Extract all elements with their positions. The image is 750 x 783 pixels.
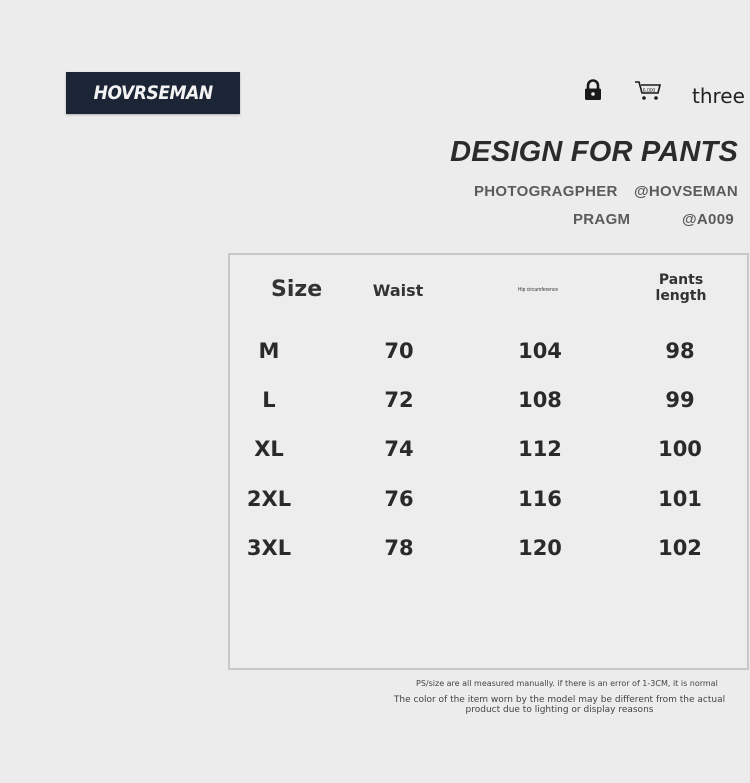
- cell-waist: 76: [384, 487, 414, 511]
- cell-length: 101: [658, 487, 702, 511]
- photographer-value: @HOVSEMAN: [634, 183, 739, 200]
- cell-waist: 70: [384, 339, 414, 363]
- page-title: DESIGN FOR PANTS: [450, 136, 738, 168]
- pragm-label: PRAGM: [573, 211, 631, 228]
- table-row: [230, 487, 747, 517]
- cell-length: 102: [658, 536, 702, 560]
- measure-note: PS/size are all measured manually. if there is an error of 1-3CM, it is normal: [416, 679, 718, 688]
- cell-hip: 108: [518, 388, 562, 412]
- cart-label: 16,000: [640, 88, 656, 94]
- table-row: [230, 536, 747, 566]
- cell-waist: 74: [384, 437, 414, 461]
- table-row: [230, 437, 747, 467]
- cell-hip: 120: [518, 536, 562, 560]
- cell-waist: 78: [384, 536, 414, 560]
- cell-hip: 104: [518, 339, 562, 363]
- pragm-value: @A009: [682, 211, 734, 228]
- header-length: Pants length: [655, 272, 707, 304]
- cell-length: 99: [665, 388, 695, 412]
- cell-size: 2XL: [246, 487, 292, 511]
- cell-size: XL: [254, 437, 284, 461]
- cell-size: 3XL: [246, 536, 292, 560]
- header-size: Size: [271, 277, 323, 302]
- cell-length: 100: [658, 437, 702, 461]
- brand-logo[interactable]: [66, 72, 240, 114]
- cell-size: L: [262, 388, 276, 412]
- three-label[interactable]: three: [692, 84, 745, 108]
- photographer-label: PHOTOGRAGPHER: [474, 183, 618, 200]
- cell-waist: 72: [384, 388, 414, 412]
- brand-logo-text: HOVRSEMAN: [93, 82, 213, 104]
- cell-length: 98: [665, 339, 695, 363]
- header-hip: Hip circumference: [517, 287, 559, 293]
- size-table: [228, 253, 749, 670]
- lock-icon[interactable]: [584, 79, 602, 101]
- cell-hip: 116: [518, 487, 562, 511]
- header-waist: Waist: [372, 281, 424, 300]
- table-row: [230, 388, 747, 418]
- color-note: The color of the item worn by the model may be different from the actual product due to lighting or display reasons: [393, 695, 726, 715]
- table-row: [230, 339, 747, 369]
- cell-size: M: [258, 339, 280, 363]
- cell-hip: 112: [518, 437, 562, 461]
